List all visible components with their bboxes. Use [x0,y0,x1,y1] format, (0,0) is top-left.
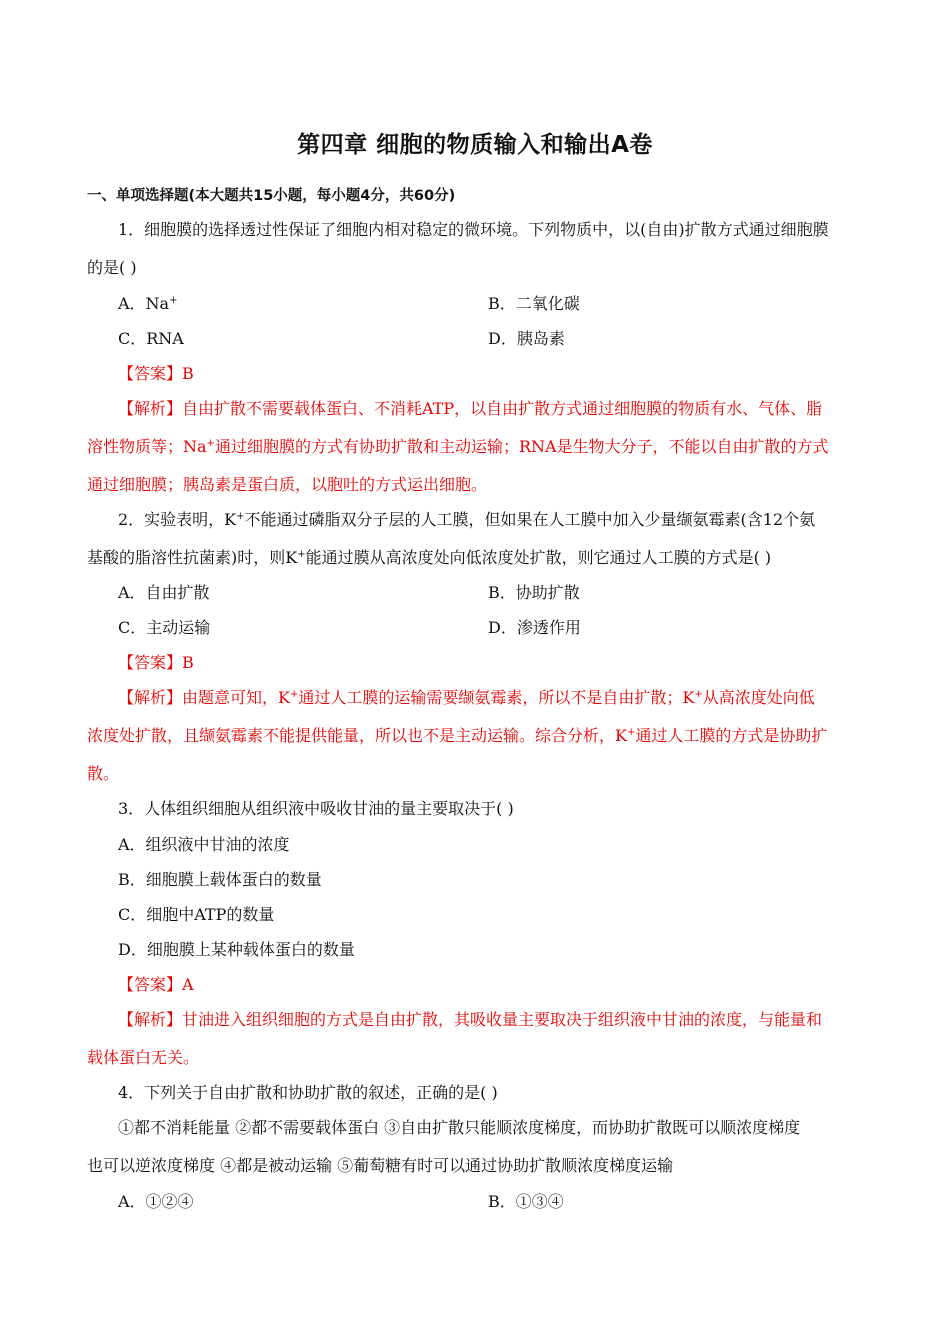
q2-option-b: B．协助扩散 [488,583,580,602]
q2-explanation-line1-sup2: + [694,689,703,700]
q3-explanation-line2: 载体蛋白无关。 [87,1048,200,1067]
q2-explanation-line1-sup1: + [289,689,299,700]
q2-answer: 【答案】B [118,653,194,672]
q4-statements-line2: 也可以逆浓度梯度 ④都是被动运输 ⑤葡萄糖有时可以通过协助扩散顺浓度梯度运输 [87,1156,674,1175]
q3-option-c: C．细胞中ATP的数量 [118,905,275,924]
q2-stem-line2 [87,548,867,568]
q2-stem-line2-b: 能通过膜从高浓度处向低浓度处扩散，则它通过人工膜的方式是( ) [305,548,772,567]
q1-explanation-line2-sup: + [206,438,215,449]
q4-stem: 4．下列关于自由扩散和协助扩散的叙述，正确的是( ) [118,1083,498,1102]
q2-explanation-line1-a: 【解析】由题意可知，K [118,688,290,707]
q1-option-c: C．RNA [118,329,184,348]
q2-option-c: C．主动运输 [118,618,211,637]
q3-option-b: B．细胞膜上载体蛋白的数量 [118,870,322,889]
q2-stem-line1-sup: + [236,511,245,522]
q3-stem: 3．人体组织细胞从组织液中吸收甘油的量主要取决于( ) [118,799,514,818]
q2-explanation-line1 [118,688,898,708]
q2-stem-line2-a: 基酸的脂溶性抗菌素)时，则K [87,548,298,567]
q1-option-a-sup: + [169,295,178,306]
section-heading: 一、单项选择题(本大题共15小题，每小题4分，共60分) [87,188,456,204]
q2-stem-line1-b: 不能通过磷脂双分子层的人工膜，但如果在人工膜中加入少量缬氨霉素(含12个氨 [244,510,816,529]
q2-stem-line2-sup: + [297,549,306,560]
q4-statements-line1: ①都不消耗能量 ②都不需要载体蛋白 ③自由扩散只能顺浓度梯度，而协助扩散既可以顺浓度梯度 [118,1118,801,1137]
q2-explanation-line3: 散。 [87,764,120,783]
q3-option-d: D．细胞膜上某种载体蛋白的数量 [118,940,355,959]
q3-answer: 【答案】A [118,975,194,994]
q1-explanation-line1: 【解析】自由扩散不需要载体蛋白、不消耗ATP，以自由扩散方式通过细胞膜的物质有水、气体、脂 [118,399,823,418]
q1-option-d: D．胰岛素 [488,329,565,348]
q1-explanation-line2-a: 溶性物质等；Na [87,437,207,456]
q1-option-a-text: A．Na [118,294,170,313]
q2-explanation-line1-c: 从高浓度处向低 [702,688,815,707]
q1-answer: 【答案】B [118,364,194,383]
q3-explanation-line1: 【解析】甘油进入组织细胞的方式是自由扩散，其吸收量主要取决于组织液中甘油的浓度，与能量和 [118,1010,823,1029]
q1-stem-line2: 的是( ) [87,258,137,277]
q2-stem-line1 [118,510,898,530]
q2-explanation-line2 [87,726,867,746]
q2-explanation-line1-b: 通过人工膜的运输需要缬氨霉素，所以不是自由扩散；K [298,688,695,707]
q2-stem-line1-a: 2．实验表明，K [118,510,237,529]
page-title: 第四章 细胞的物质输入和输出A卷 [297,132,653,158]
q1-option-b: B．二氧化碳 [488,294,580,313]
q4-option-b: B．①③④ [488,1192,564,1211]
q2-explanation-line2-a: 浓度处扩散，且缬氨霉素不能提供能量，所以也不是主动运输。综合分析，K [87,726,627,745]
q1-explanation-line3: 通过细胞膜；胰岛素是蛋白质，以胞吐的方式运出细胞。 [87,475,488,494]
q2-option-a: A．自由扩散 [118,583,210,602]
q2-explanation-line2-sup: + [626,727,636,738]
q4-option-a: A．①②④ [118,1192,194,1211]
q1-explanation-line2 [87,437,867,457]
q2-explanation-line2-b: 通过人工膜的方式是协助扩 [635,726,828,745]
q1-explanation-line2-b: 通过细胞膜的方式有协助扩散和主动运输；RNA是生物大分子，不能以自由扩散的方式 [214,437,829,456]
q2-option-d: D．渗透作用 [488,618,581,637]
q3-option-a: A．组织液中甘油的浓度 [118,835,290,854]
q1-stem-line1: 1．细胞膜的选择透过性保证了细胞内相对稳定的微环境。下列物质中，以(自由)扩散方式通过细胞膜 [118,220,829,239]
